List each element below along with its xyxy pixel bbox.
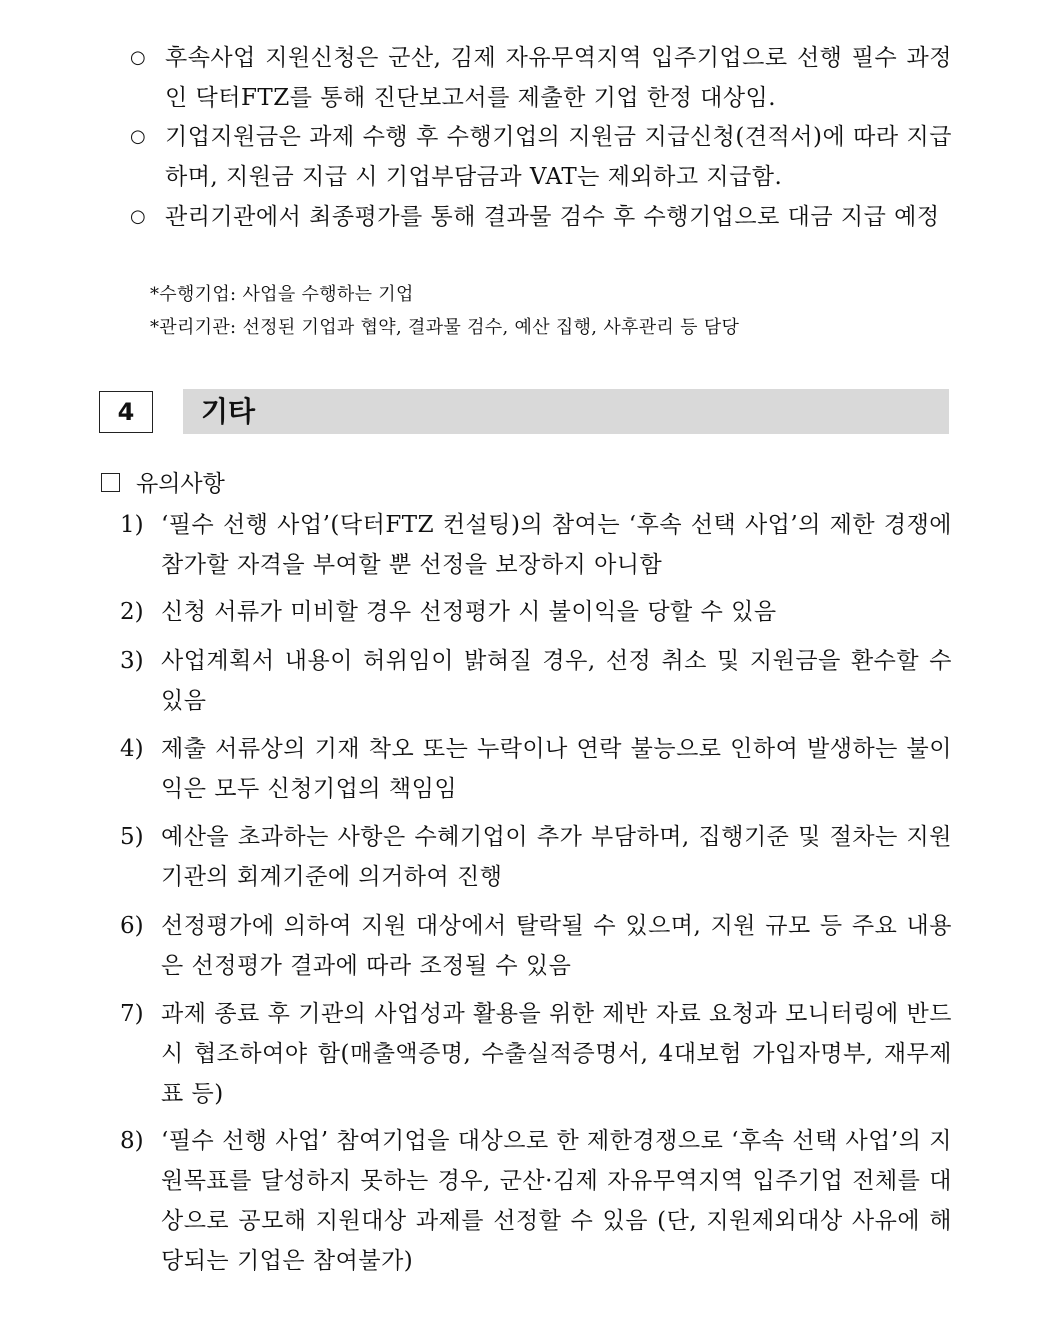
bullet-circle-icon: ○ [130,126,146,147]
item-number: 1) [120,512,144,538]
bullet-circle-icon: ○ [130,47,146,68]
item-text: 선정평가에 의하여 지원 대상에서 탈락될 수 있으며, 지원 규모 등 주요 내용은 선정평가 결과에 따라 조정될 수 있음 [161,913,952,979]
caution-item [120,994,952,1114]
bullet-text: 관리기관에서 최종평가를 통해 결과물 검수 후 수행기업으로 대금 지급 예정 [165,204,940,230]
item-number: 6) [120,913,144,939]
item-text: 과제 종료 후 기관의 사업성과 활용을 위한 제반 자료 요청과 모니터링에 반드시 협조하여야 함(매출액증명, 수출실적증명서, 4대보험 가입자명부, 재무제표 등) [161,1001,952,1107]
footnote: *관리기관: 선정된 기업과 협약, 결과물 검수, 예산 집행, 사후관리 등 담당 [150,317,740,338]
item-text: 예산을 초과하는 사항은 수혜기업이 추가 부담하며, 집행기준 및 절차는 지원기관의 회계기준에 의거하여 진행 [161,824,952,890]
section-header-bar [183,389,949,434]
caution-item [120,906,952,986]
caution-item [120,729,952,809]
bullet-text: 후속사업 지원신청은 군산, 김제 자유무역지역 입주기업으로 선행 필수 과정인 닥터FTZ를 통해 진단보고서를 제출한 기업 한정 대상임. [165,45,952,111]
section-title: 기타 [201,395,256,428]
caution-item [120,592,952,632]
bullet-text: 기업지원금은 과제 수행 후 수행기업의 지원금 지급신청(견적서)에 따라 지급하며, 지원금 지급 시 기업부담금과 VAT는 제외하고 지급함. [165,124,952,190]
caution-item [120,505,952,585]
item-number: 2) [120,599,144,625]
item-text: 제출 서류상의 기재 착오 또는 누락이나 연락 불능으로 인하여 발생하는 불이익은 모두 신청기업의 책임임 [161,736,952,802]
item-text: 사업계획서 내용이 허위임이 밝혀질 경우, 선정 취소 및 지원금을 환수할 수 있음 [161,648,952,714]
caution-item [120,1121,952,1281]
section-number: 4 [99,391,153,433]
item-number: 3) [120,648,144,674]
item-text: ‘필수 선행 사업’(닥터FTZ 컨설팅)의 참여는 ‘후속 선택 사업’의 제한 경쟁에 참가할 자격을 부여할 뿐 선정을 보장하지 아니함 [161,512,952,578]
footnote: *수행기업: 사업을 수행하는 기업 [150,284,414,305]
caution-heading-text: 유의사항 [136,471,225,497]
bullet-item [130,38,952,118]
item-text: 신청 서류가 미비할 경우 선정평가 시 불이익을 당할 수 있음 [161,599,777,625]
caution-heading [101,467,225,501]
bullet-item [130,197,952,237]
bullet-item [130,117,952,197]
item-number: 8) [120,1128,144,1154]
caution-item [120,817,952,897]
item-text: ‘필수 선행 사업’ 참여기업을 대상으로 한 제한경쟁으로 ‘후속 선택 사업’의 지원목표를 달성하지 못하는 경우, 군산·김제 자유무역지역 입주기업 전체를 대상으로 공모해 지원대상 과제를 선정할 수 있음 (단, 지원제외대상 사유에 해당되는 기업은 참여불가) [161,1128,952,1274]
item-number: 5) [120,824,144,850]
item-number: 7) [120,1001,144,1027]
bullet-circle-icon: ○ [130,206,146,227]
square-box-icon [101,473,120,492]
item-number: 4) [120,736,144,762]
caution-item [120,641,952,721]
